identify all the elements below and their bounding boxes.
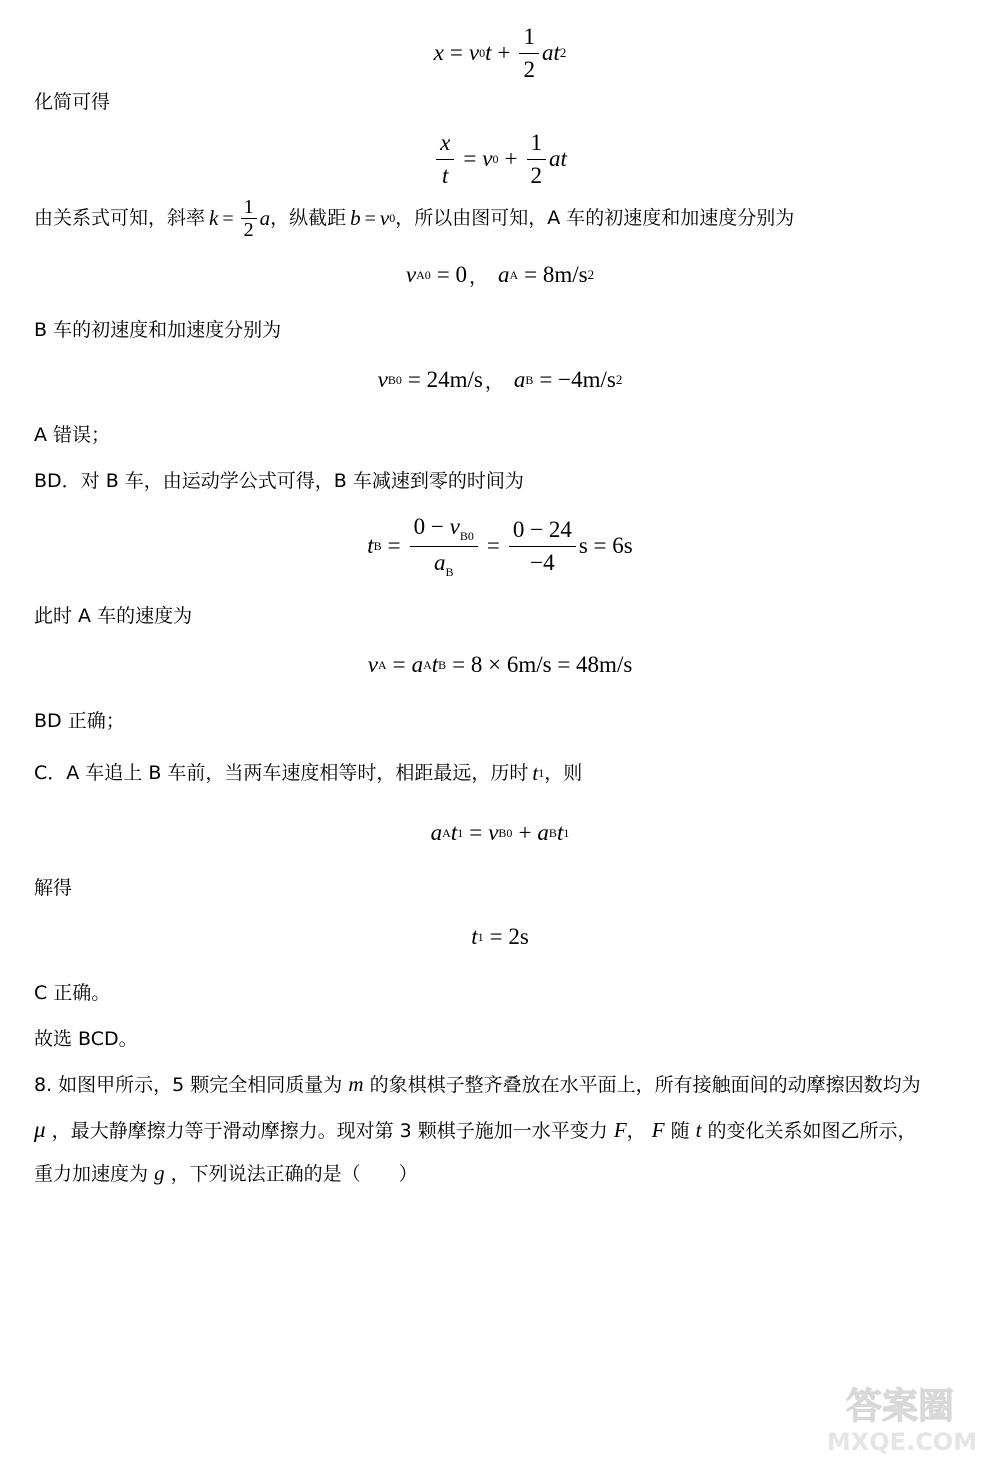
question-8-line-1: 8. 如图甲所示，5 颗完全相同质量为 m 的象棋棋子整齐叠放在水平面上，所有接触面间的动摩擦因数均为: [34, 1072, 921, 1096]
svg-text:MXQE.COM: MXQE.COM: [826, 1428, 978, 1456]
equation-equal-speed: a A t 1 = v B0 + a B t 1: [430, 820, 570, 845]
text-bd-analysis: BD．对 B 车，由运动学公式可得，B 车减速到零的时间为: [34, 470, 524, 492]
equation-b-car-initial: v B0 = 24m/s ， a B = −4m/s 2: [377, 367, 623, 393]
svg-text:答案圈: 答案圈: [845, 1386, 955, 1427]
text-a-speed: 此时 A 车的速度为: [34, 605, 193, 627]
equation-b-stop-time: t B = $\frac{0 - v_{B0}}{a_B}$ = $\frac{0 - 24}{-4}$ s = 6s: [367, 514, 633, 579]
text-c-correct: C 正确。: [34, 982, 111, 1004]
text-solve: 解得: [34, 877, 73, 899]
text-simplify: 化简可得: [34, 91, 111, 113]
question-8-line-3: 重力加速度为 g ，下列说法正确的是（ ）: [34, 1161, 418, 1185]
text-a-wrong: A 错误；: [34, 424, 111, 446]
text-slope-intercept: 由关系式可知，斜率 k = $\frac{1}{2}$ a ，纵截距 b = v 0 ，所以由图可知，A 车的初速度和加速度分别为: [34, 196, 795, 241]
text-bd-correct: BD 正确；: [34, 710, 125, 732]
question-8-line-2: μ ，最大静摩擦力等于滑动摩擦力。现对第 3 颗棋子施加一水平变力 F， F 随 t 的变化关系如图乙所示，: [34, 1117, 917, 1142]
fraction-half: $\frac{1}{2}$: [519, 23, 539, 83]
text-c-analysis: C．A 车追上 B 车前，当两车速度相等时，相距最远，历时 t 1 ，则: [34, 761, 583, 785]
equation-a-car-initial: v A0 = 0 ， a A = 8m/s 2: [405, 262, 595, 288]
watermark-logo: [810, 1378, 990, 1458]
equation-t1: t 1 = 2s: [471, 924, 529, 949]
text-b-car: B 车的初速度和加速度分别为: [34, 319, 282, 341]
equation-x-over-t: $\frac{x}{t}$ = v 0 + $\frac{1}{2}$ at: [0, 128, 1000, 190]
equation-a-speed: v A = a A t B = 8 × 6m/s = 48m/s: [367, 652, 633, 677]
equation-displacement: x = v 0 t + $\frac{1}{2}$ at 2: [433, 23, 567, 82]
text-choose: 故选 BCD。: [34, 1028, 138, 1050]
